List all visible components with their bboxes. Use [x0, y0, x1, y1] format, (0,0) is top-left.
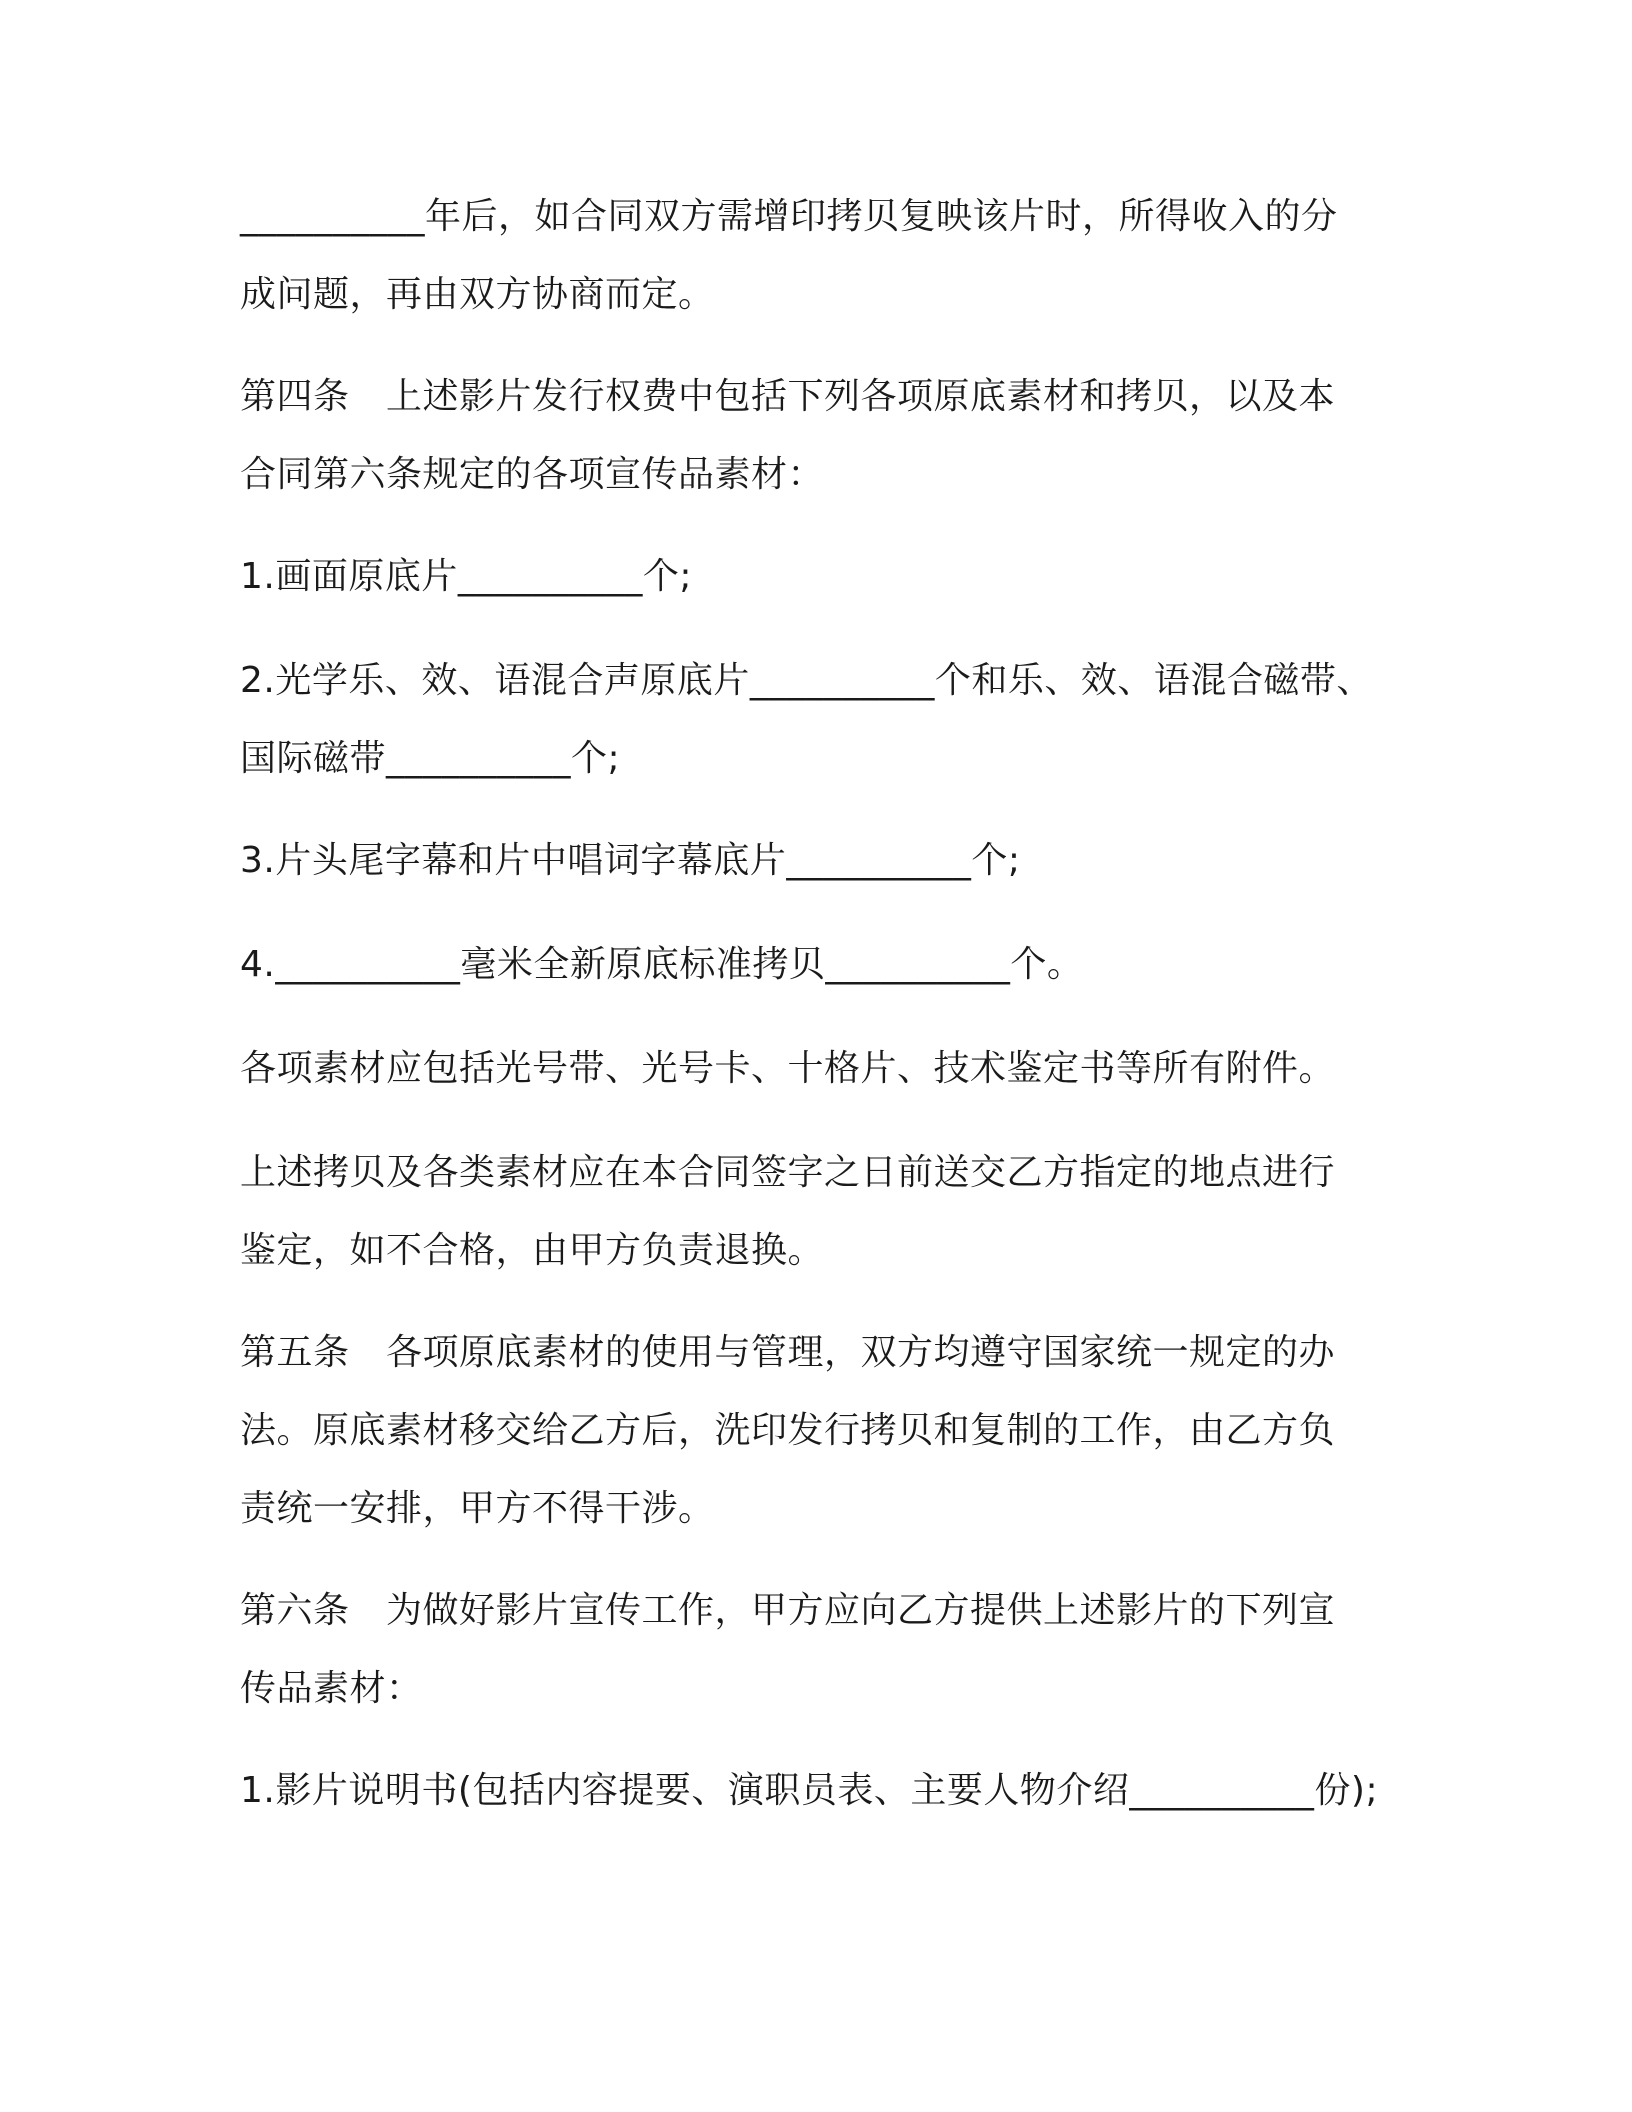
line: 上述拷贝及各类素材应在本合同签字之日前送交乙方指定的地点进行 — [240, 1152, 1336, 1193]
line: 国际磁带__________个; — [240, 738, 621, 779]
line: 第四条 上述影片发行权费中包括下列各项原底素材和拷贝，以及本 — [240, 376, 1336, 417]
line: 第六条 为做好影片宣传工作，甲方应向乙方提供上述影片的下列宣 — [240, 1590, 1336, 1631]
line: 2.光学乐、效、语混合声原底片__________个和乐、效、语混合磁带、 — [240, 660, 1373, 701]
line: 各项素材应包括光号带、光号卡、十格片、技术鉴定书等所有附件。 — [240, 1048, 1336, 1089]
list-item-2 — [240, 642, 1420, 798]
list-item-1 — [240, 538, 1420, 616]
line: 鉴定，如不合格，由甲方负责退换。 — [240, 1230, 825, 1271]
article-6 — [240, 1572, 1420, 1728]
line: 3.片头尾字幕和片中唱词字幕底片__________个; — [240, 840, 1021, 881]
list-item-4 — [240, 926, 1420, 1004]
materials-note — [240, 1030, 1420, 1108]
line: 法。原底素材移交给乙方后，洗印发行拷贝和复制的工作，由乙方负 — [240, 1410, 1336, 1451]
line: 1.影片说明书(包括内容提要、演职员表、主要人物介绍__________份); — [240, 1770, 1379, 1811]
delivery-paragraph — [240, 1134, 1420, 1290]
line: __________年后，如合同双方需增印拷贝复映该片时，所得收入的分 — [240, 196, 1338, 237]
line: 1.画面原底片__________个; — [240, 556, 692, 597]
line: 责统一安排，甲方不得干涉。 — [240, 1488, 715, 1529]
line: 传品素材： — [240, 1668, 423, 1709]
list-item-3 — [240, 822, 1420, 900]
line: 4.__________毫米全新原底标准拷贝__________个。 — [240, 944, 1084, 985]
line: 成问题，再由双方协商而定。 — [240, 274, 715, 315]
article-5 — [240, 1314, 1420, 1548]
paragraph-1 — [240, 178, 1420, 334]
promo-item-1 — [240, 1752, 1420, 1830]
article-4 — [240, 358, 1420, 514]
line: 第五条 各项原底素材的使用与管理，双方均遵守国家统一规定的办 — [240, 1332, 1336, 1373]
line: 合同第六条规定的各项宣传品素材： — [240, 454, 825, 495]
